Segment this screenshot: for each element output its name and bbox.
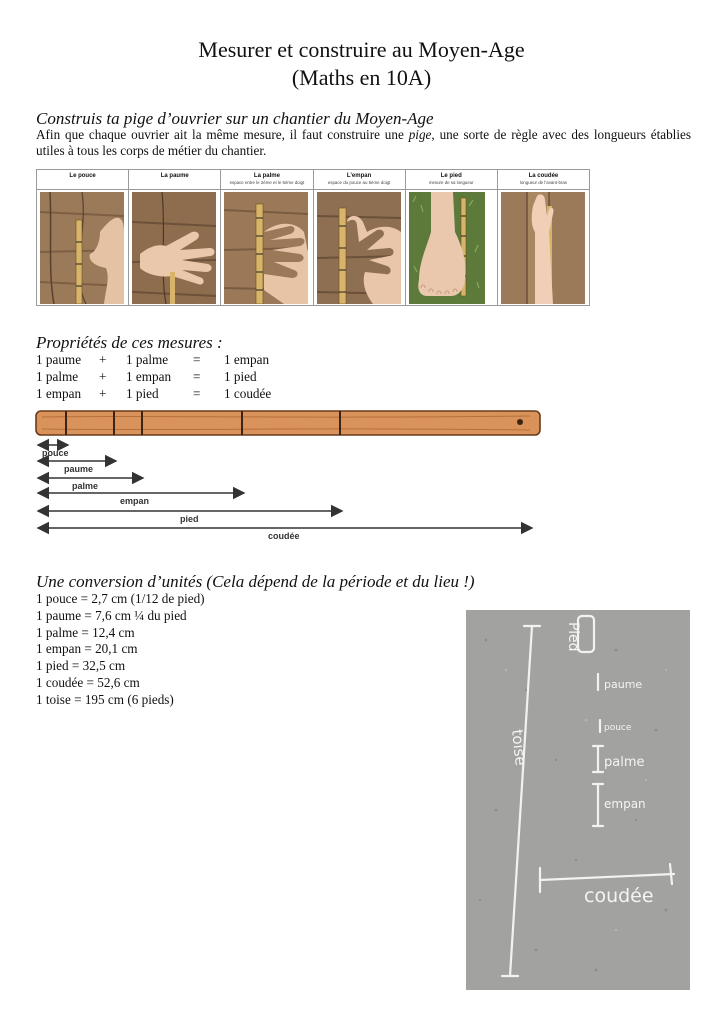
prop-row1-b: 1 palme: [126, 352, 169, 367]
ruler-label-pouce: pouce: [42, 448, 69, 458]
photo-cell-empan: [314, 170, 406, 305]
ruler-label-empan: empan: [120, 496, 150, 506]
ruler-label-pied: pied: [180, 514, 199, 524]
prop-row2-op: +: [99, 369, 107, 384]
conversion-line-palme: 1 palme = 12,4 cm: [36, 624, 135, 640]
section-heading-conversion: Une conversion d’unités (Cela dépend de la période et du lieu !): [36, 572, 475, 591]
pige-ruler-diagram: [30, 405, 550, 545]
forearm-measure-photo: [501, 192, 585, 304]
measure-arrows: [38, 445, 532, 528]
prop-row3-r: 1 coudée: [224, 386, 272, 401]
ruler-label-coudee: coudée: [268, 531, 300, 541]
ruler-label-paume: paume: [64, 464, 94, 474]
prop-row3-op: +: [99, 386, 107, 401]
prop-row3-b: 1 pied: [126, 386, 159, 401]
intro-paragraph: [36, 127, 691, 159]
hand-measure-photo: [132, 192, 216, 304]
chalk-label-paume: paume: [604, 678, 643, 691]
conversion-line-pouce: 1 pouce = 2,7 cm (1/12 de pied): [36, 591, 205, 606]
chalk-label-empan: empan: [604, 797, 646, 811]
chalk-label-pied: Pied: [565, 622, 581, 652]
photo-title: L’empan: [346, 173, 372, 179]
photo-subtitle: espace entre le 2ème et le 5ème doigt: [229, 180, 305, 185]
photo-cell-header: [498, 170, 589, 190]
photo-cell-pied: [406, 170, 498, 305]
ruler-label-palme: palme: [72, 481, 99, 491]
section-heading-pige: Construis ta pige d’ouvrier sur un chantier du Moyen-Age: [36, 109, 434, 128]
span-measure-photo: [317, 192, 401, 304]
photo-cell-paume: [129, 170, 221, 305]
intro-text-start: Afin que chaque ouvrier ait la même mesure, il faut construire une: [36, 127, 409, 142]
photo-title: Le pied: [440, 173, 462, 179]
conversion-line-pied: 1 pied = 32,5 cm: [36, 658, 126, 674]
foot-measure-photo: [409, 192, 485, 304]
prop-row2-eq: =: [193, 369, 201, 384]
prop-row3-a: 1 empan: [36, 386, 82, 401]
conversion-line-coudee: 1 coudée = 52,6 cm: [36, 674, 140, 690]
page-subtitle: (Maths en 10A): [291, 65, 432, 90]
photo-subtitle: espace du pouce au 5ème doigt: [327, 180, 391, 185]
photo-title: La palme: [253, 173, 280, 179]
pige-stick: [36, 411, 540, 435]
photo-cell-header: [406, 170, 497, 190]
photo-subtitle: mesure de sa longueur: [428, 180, 474, 185]
prop-row1-a: 1 paume: [36, 352, 82, 367]
chalk-drawing-photo: [466, 610, 690, 990]
photo-title: La paume: [160, 173, 189, 179]
section-heading-proprietes: Propriétés de ces mesures :: [36, 333, 223, 352]
chalk-label-pouce: pouce: [604, 723, 632, 733]
conversion-line-paume: 1 paume = 7,6 cm ¼ du pied: [36, 607, 187, 623]
intro-text-end: , une sorte de règle avec des longueurs établies utiles à tous les corps de métier du chantier.: [36, 127, 691, 158]
photo-cell-palme: [221, 170, 313, 305]
chalk-label-palme: palme: [604, 755, 645, 770]
chalk-label-coudee: coudée: [584, 885, 654, 907]
prop-row1-r: 1 empan: [224, 352, 270, 367]
photo-title: La coudée: [528, 173, 559, 179]
prop-row1-op: +: [99, 352, 107, 367]
photo-cell-pouce: [37, 170, 129, 305]
photo-cell-header: [129, 170, 220, 190]
page-title: Mesurer et construire au Moyen-Age: [198, 37, 525, 62]
prop-row2-b: 1 empan: [126, 369, 172, 384]
prop-row1-eq: =: [193, 352, 201, 367]
photo-subtitle: longueur de l’avant-bras: [519, 180, 567, 185]
prop-row2-a: 1 palme: [36, 369, 79, 384]
photo-cell-header: [221, 170, 312, 190]
photo-title: Le pouce: [69, 173, 96, 179]
photo-cell-coudee: [498, 170, 589, 305]
prop-row3-eq: =: [193, 386, 201, 401]
conversion-line-empan: 1 empan = 20,1 cm: [36, 641, 138, 657]
chalk-label-toise: toise: [508, 728, 530, 767]
photo-cell-header: [37, 170, 128, 190]
photo-cell-header: [314, 170, 405, 190]
palm-measure-photo: [224, 192, 308, 304]
conversion-list: [36, 591, 205, 709]
conversion-line-toise: 1 toise = 195 cm (6 pieds): [36, 691, 174, 707]
measure-photo-table: [36, 169, 590, 306]
thumb-measure-photo: [40, 192, 124, 304]
prop-row2-r: 1 pied: [224, 369, 257, 384]
intro-emphasis: pige: [408, 127, 432, 142]
